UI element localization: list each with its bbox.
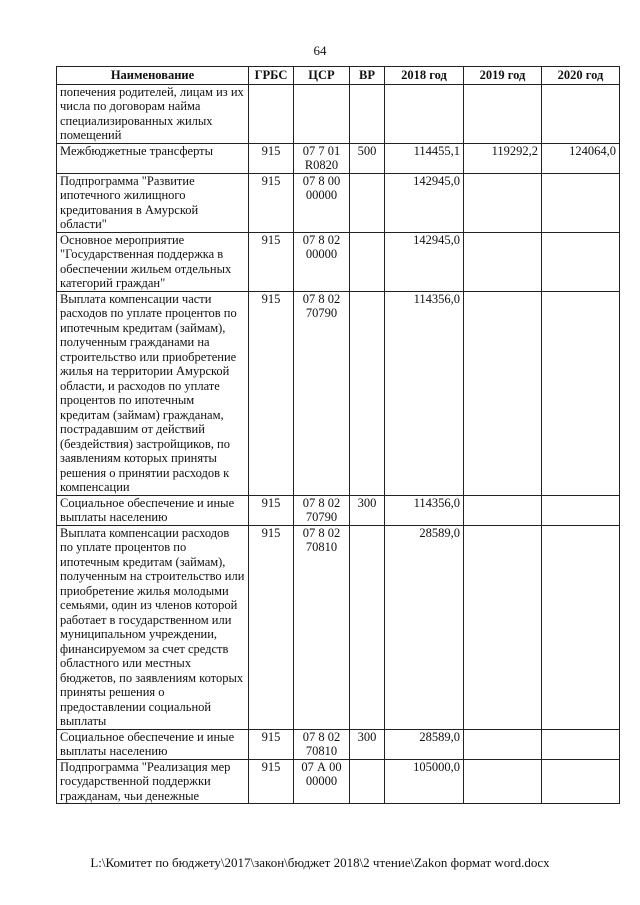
header-2020: 2020 год — [542, 67, 620, 85]
row-csr: 07 8 02 00000 — [294, 232, 350, 291]
row-grbs: 915 — [249, 495, 294, 525]
table-row — [57, 291, 620, 495]
row-grbs: 915 — [249, 173, 294, 232]
header-name: Наименование — [57, 67, 249, 85]
row-name: Выплата компенсации расходов по уплате процентов по ипотечным кредитам (займам), полученным на строительство или приобретение жилья молодыми семьями, один из членов которой работает в государственном или муниципальном учреждении, финансируемом за счет средств областного или местных бюджетов, по заявлениям которых приняты решения о предоставлении социальной выплаты — [57, 525, 249, 729]
header-vr: ВР — [350, 67, 385, 85]
row-name: Основное мероприятие "Государственная поддержка в обеспечении жильем отдельных категорий граждан" — [57, 232, 249, 291]
header-csr: ЦСР — [294, 67, 350, 85]
row-2020: 124064,0 — [542, 143, 620, 173]
row-csr: 07 8 02 70790 — [294, 495, 350, 525]
row-2020 — [542, 232, 620, 291]
row-vr: 300 — [350, 729, 385, 759]
row-name: попечения родителей, лицам из их числа по договорам найма специализированных жилых помещений — [57, 84, 249, 143]
file-path-footer: L:\Комитет по бюджету\2017\закон\бюджет 2018\2 чтение\Zakon формат word.docx — [90, 855, 550, 870]
row-name: Подпрограмма "Развитие ипотечного жилищного кредитования в Амурской области" — [57, 173, 249, 232]
row-2019 — [464, 84, 542, 143]
row-name: Выплата компенсации части расходов по уплате процентов по ипотечным кредитам (займам), полученным гражданами на строительство или приобретение жилья на территории Амурской области, и расходов по уплате процентов по ипотечным кредитам (займам) гражданам, пострадавшим от действий (бездействия) застройщиков, по заявлениям которых приняты решения о принятии расходов к компенсации — [57, 291, 249, 495]
table-row — [57, 729, 620, 759]
row-2018: 105000,0 — [385, 759, 464, 804]
row-2019 — [464, 173, 542, 232]
row-2018: 114356,0 — [385, 291, 464, 495]
header-2019: 2019 год — [464, 67, 542, 85]
row-2020 — [542, 495, 620, 525]
row-2018: 28589,0 — [385, 525, 464, 729]
table-row — [57, 84, 620, 143]
budget-table — [56, 66, 620, 804]
row-name: Межбюджетные трансферты — [57, 143, 249, 173]
page-number: 64 — [313, 43, 327, 58]
row-csr: 07 7 01 R0820 — [294, 143, 350, 173]
row-grbs: 915 — [249, 729, 294, 759]
row-csr: 07 8 00 00000 — [294, 173, 350, 232]
row-grbs: 915 — [249, 232, 294, 291]
row-2019 — [464, 232, 542, 291]
header-grbs: ГРБС — [249, 67, 294, 85]
row-2020 — [542, 525, 620, 729]
row-csr: 07 А 00 00000 — [294, 759, 350, 804]
row-2018: 142945,0 — [385, 173, 464, 232]
row-2020 — [542, 84, 620, 143]
row-2018: 114356,0 — [385, 495, 464, 525]
table-row — [57, 173, 620, 232]
table-row — [57, 525, 620, 729]
row-name: Подпрограмма "Реализация мер государственной поддержки гражданам, чьи денежные — [57, 759, 249, 804]
row-2019 — [464, 759, 542, 804]
row-vr: 500 — [350, 143, 385, 173]
row-grbs — [249, 84, 294, 143]
row-name: Социальное обеспечение и иные выплаты населению — [57, 495, 249, 525]
row-2020 — [542, 759, 620, 804]
row-csr: 07 8 02 70810 — [294, 729, 350, 759]
row-2019 — [464, 525, 542, 729]
row-grbs: 915 — [249, 525, 294, 729]
row-2019 — [464, 291, 542, 495]
row-vr — [350, 232, 385, 291]
row-2020 — [542, 291, 620, 495]
row-vr — [350, 525, 385, 729]
row-2018: 28589,0 — [385, 729, 464, 759]
row-vr — [350, 759, 385, 804]
row-2020 — [542, 729, 620, 759]
table-row — [57, 143, 620, 173]
row-2019: 119292,2 — [464, 143, 542, 173]
header-2018: 2018 год — [385, 67, 464, 85]
row-2018: 114455,1 — [385, 143, 464, 173]
table-row — [57, 759, 620, 804]
row-grbs: 915 — [249, 759, 294, 804]
row-csr — [294, 84, 350, 143]
table-header-row — [57, 67, 620, 85]
row-2018: 142945,0 — [385, 232, 464, 291]
row-2019 — [464, 495, 542, 525]
table-row — [57, 232, 620, 291]
row-vr — [350, 291, 385, 495]
row-2019 — [464, 729, 542, 759]
row-vr — [350, 84, 385, 143]
table-row — [57, 495, 620, 525]
row-vr — [350, 173, 385, 232]
row-2020 — [542, 173, 620, 232]
row-grbs: 915 — [249, 143, 294, 173]
row-vr: 300 — [350, 495, 385, 525]
row-grbs: 915 — [249, 291, 294, 495]
row-csr: 07 8 02 70790 — [294, 291, 350, 495]
row-csr: 07 8 02 70810 — [294, 525, 350, 729]
row-2018 — [385, 84, 464, 143]
row-name: Социальное обеспечение и иные выплаты населению — [57, 729, 249, 759]
